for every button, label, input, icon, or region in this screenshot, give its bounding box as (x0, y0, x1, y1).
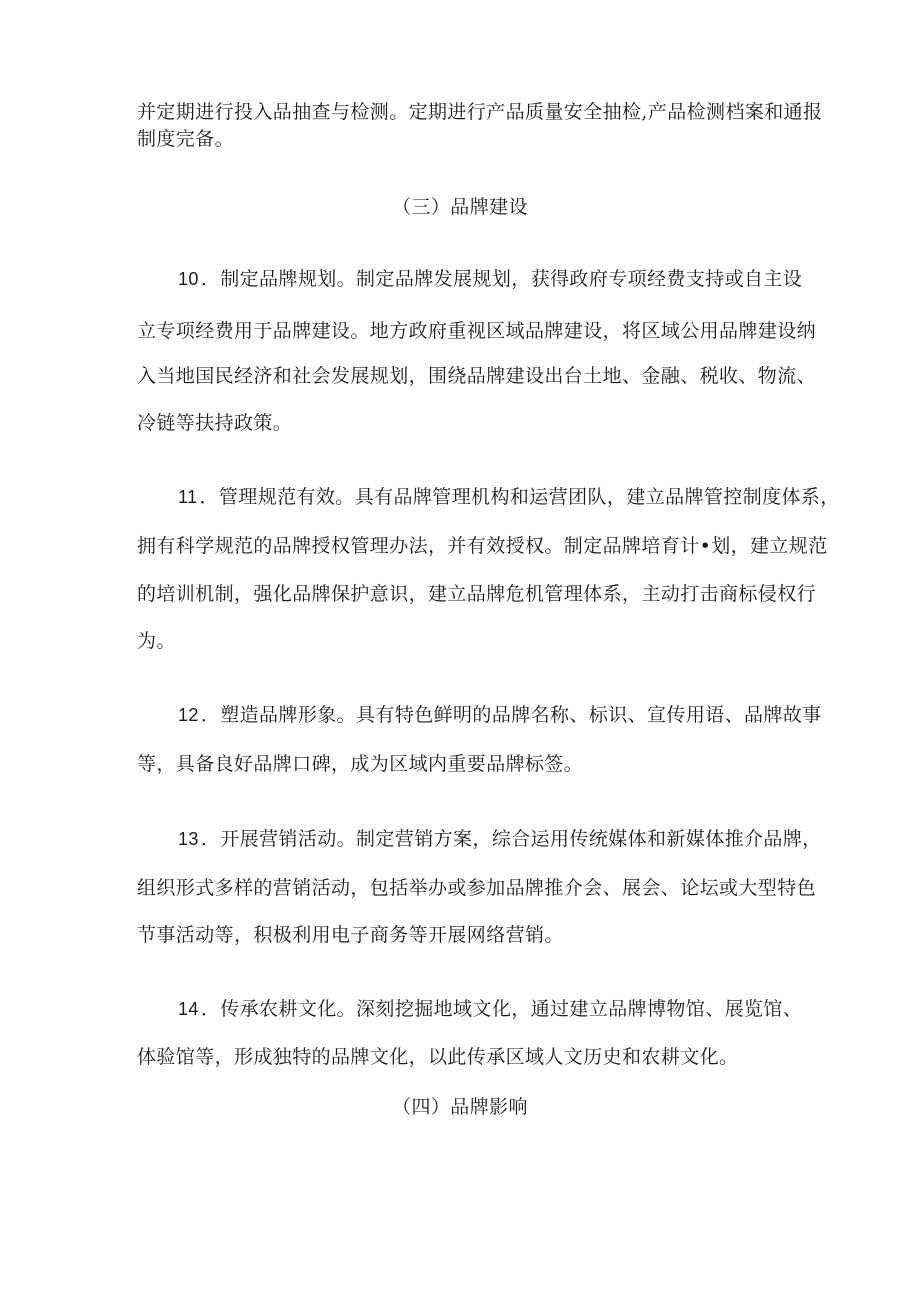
item-text: ．开展营销活动。制定营销方案，综合运用传统媒体和新媒体推介品牌， (200, 828, 822, 850)
item-14-line-2: 体验馆等，形成独特的品牌文化，以此传承区域人文历史和农耕文化。 (137, 1046, 739, 1068)
section-heading-4: （四）品牌影响 (392, 1096, 528, 1118)
intro-line-2: 制度完备。 (137, 128, 235, 150)
item-text: ．传承农耕文化。深刻挖掘地域文化，通过建立品牌博物馆、展览馆、 (200, 998, 803, 1020)
item-11-line-4: 为。 (137, 630, 176, 652)
item-text: ．制定品牌规划。制定品牌发展规划，获得政府专项经费支持或自主设 (200, 268, 803, 290)
item-12-line-2: 等，具备良好品牌口碑，成为区域内重要品牌标签。 (137, 753, 584, 775)
item-11-line-1 (178, 485, 838, 509)
intro-line-1: 并定期进行投入品抽查与检测。定期进行产品质量安全抽检,产品检测档案和通报 (137, 101, 823, 123)
item-10-line-2: 立专项经费用于品牌建设。地方政府重视区域品牌建设，将区域公用品牌建设纳 (137, 320, 817, 342)
item-11-line-2: 拥有科学规范的品牌授权管理办法，并有效授权。制定品牌培育计•划，建立规范 (137, 535, 828, 557)
item-12-line-1 (178, 703, 838, 727)
item-text: ．管理规范有效。具有品牌管理机构和运营团队，建立品牌管控制度体系， (199, 486, 840, 508)
item-10-line-1 (178, 267, 838, 291)
section-heading-3: （三）品牌建设 (392, 196, 528, 218)
item-11-line-3: 的培训机制，强化品牌保护意识，建立品牌危机管理体系，主动打击商标侵权行 (137, 583, 817, 605)
item-13-line-2: 组织形式多样的营销活动，包括举办或参加品牌推介会、展会、论坛或大型特色 (137, 877, 817, 899)
item-number: 10 (178, 269, 199, 289)
item-10-line-3: 入当地国民经济和社会发展规划，围绕品牌建设出台土地、金融、税收、物流、 (137, 365, 817, 387)
item-number: 13 (178, 829, 199, 849)
item-14-line-1 (178, 997, 838, 1021)
item-number: 12 (178, 705, 199, 725)
item-text: ．塑造品牌形象。具有特色鲜明的品牌名称、标识、宣传用语、品牌故事 (200, 704, 822, 726)
item-number: 14 (178, 999, 199, 1019)
item-10-line-4: 冷链等扶持政策。 (137, 412, 293, 434)
item-number: 11 (178, 487, 198, 507)
item-13-line-3: 节事活动等，积极利用电子商务等开展网络营销。 (137, 924, 564, 946)
item-13-line-1 (178, 827, 838, 851)
